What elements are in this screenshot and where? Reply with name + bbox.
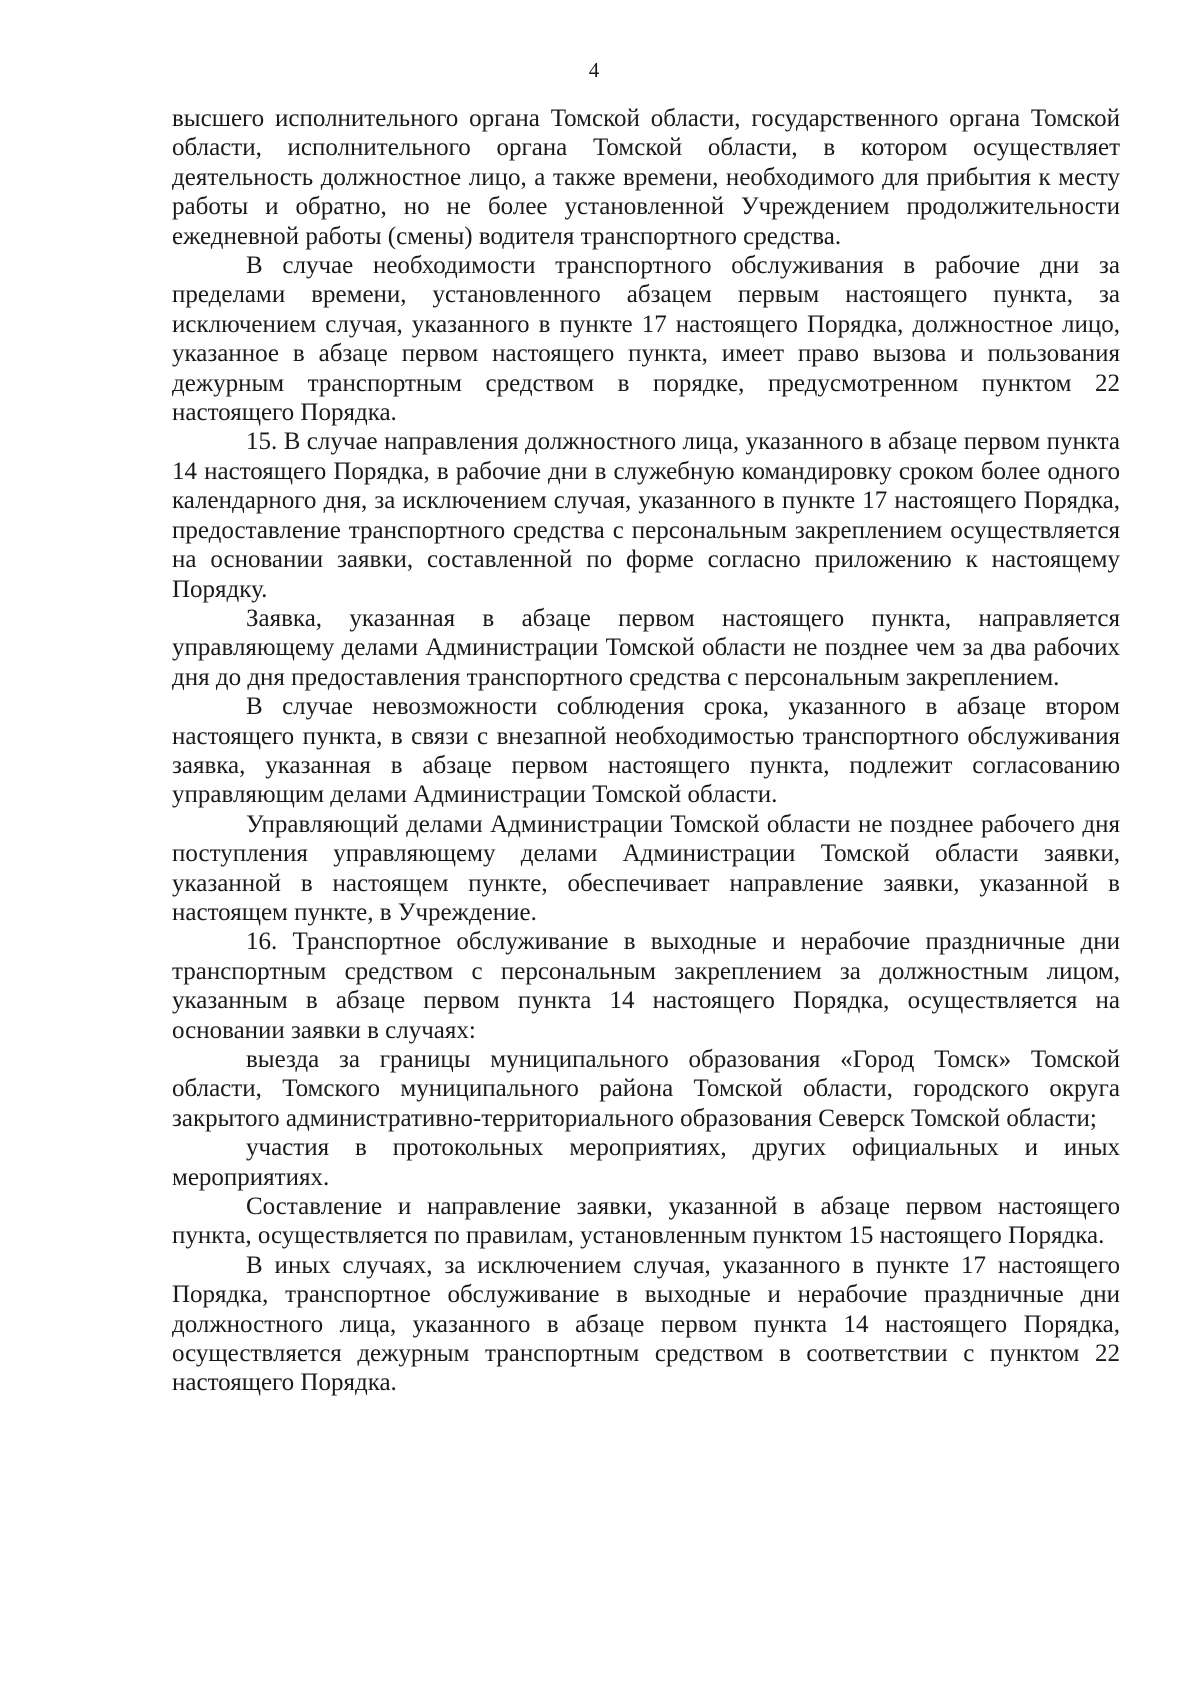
paragraph: 16. Транспортное обслуживание в выходные и нерабочие праздничные дни транспортным средством с персональным закреплением за должностным лицом, указанным в абзаце первом пункта 14 настоящего Порядка, осуществляется на основании заявки в случаях: bbox=[172, 928, 1120, 1044]
paragraph: В случае необходимости транспортного обслуживания в рабочие дни за пределами времени, установленного абзацем первым настоящего пункта, за исключением случая, указанного в пункте 17 настоящего Порядка, должностное лицо, указанное в абзаце первом настоящего пункта, имеет право вызова и пользования дежурным транспортным средством в порядке, предусмотренном пунктом 22 настоящего Порядка. bbox=[172, 252, 1120, 427]
paragraph: Составление и направление заявки, указанной в абзаце первом настоящего пункта, осуществляется по правилам, установленным пунктом 15 настоящего Порядка. bbox=[172, 1193, 1120, 1250]
paragraph: Заявка, указанная в абзаце первом настоящего пункта, направляется управляющему делами Администрации Томской области не позднее чем за два рабочих дня до дня предоставления транспортного средства с персональным закреплением. bbox=[172, 604, 1120, 691]
page-number: 4 bbox=[588, 58, 600, 82]
document-body bbox=[172, 104, 1120, 1398]
paragraph: высшего исполнительного органа Томской области, государственного органа Томской области, исполнительного органа Томской области, в котором осуществляет деятельность должностное лицо, а также времени, необходимого для прибытия к месту работы и обратно, но не более установленной Учреждением продолжительности ежедневной работы (смены) водителя транспортного средства. bbox=[172, 105, 1120, 250]
paragraph: 15. В случае направления должностного лица, указанного в абзаце первом пункта 14 настоящего Порядка, в рабочие дни в служебную командировку сроком более одного календарного дня, за исключением случая, указанного в пункте 17 настоящего Порядка, предоставление транспортного средства с персональным закреплением осуществляется на основании заявки, составленной по форме согласно приложению к настоящему Порядку. bbox=[172, 428, 1120, 603]
paragraph: В иных случаях, за исключением случая, указанного в пункте 17 настоящего Порядка, транспортное обслуживание в выходные и нерабочие праздничные дни должностного лица, указанного в абзаце первом пункта 14 настоящего Порядка, осуществляется дежурным транспортным средством в соответствии с пунктом 22 настоящего Порядка. bbox=[172, 1251, 1120, 1397]
paragraph: Управляющий делами Администрации Томской области не позднее рабочего дня поступления управляющему делами Администрации Томской области заявки, указанной в настоящем пункте, обеспечивает направление заявки, указанной в настоящем пункте, в Учреждение. bbox=[172, 810, 1120, 926]
paragraph: выезда за границы муниципального образования «Город Томск» Томской области, Томского муниципального района Томской области, городского округа закрытого административно-территориального образования Северск Томской области; bbox=[172, 1046, 1120, 1132]
paragraph: В случае невозможности соблюдения срока, указанного в абзаце втором настоящего пункта, в связи с внезапной необходимостью транспортного обслуживания заявка, указанная в абзаце первом настоящего пункта, подлежит согласованию управляющим делами Администрации Томской области. bbox=[172, 693, 1120, 809]
paragraph: участия в протокольных мероприятиях, других официальных и иных мероприятиях. bbox=[172, 1134, 1120, 1191]
